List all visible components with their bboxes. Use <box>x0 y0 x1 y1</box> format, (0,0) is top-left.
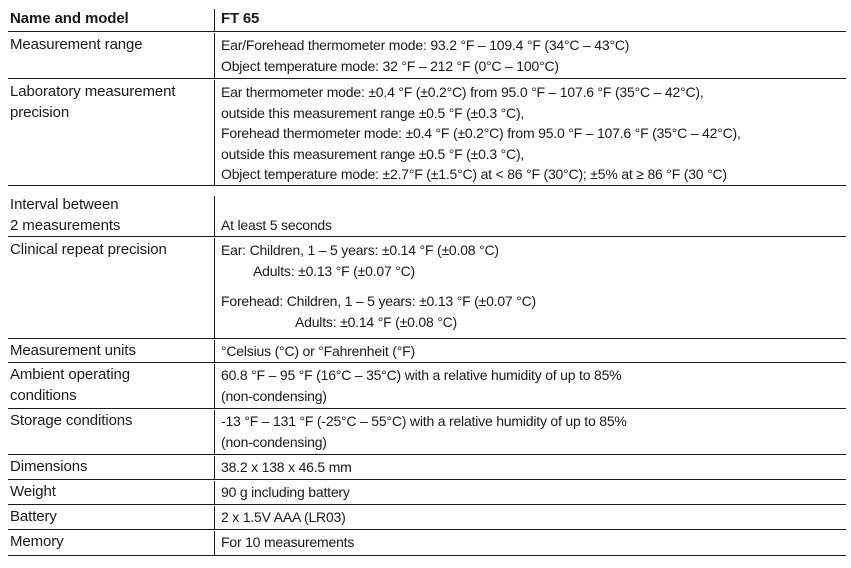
label-line: 2 measurements <box>10 216 121 234</box>
label-line: Laboratory measurement <box>10 83 176 100</box>
value-line: Adults: ±0.14 °F (±0.08 °C) <box>295 313 458 330</box>
value-line: outside this measurement range ±0.5 °F (±0.3 °C), <box>221 104 525 121</box>
row-label <box>10 82 175 123</box>
row-label <box>10 240 167 261</box>
column-divider <box>214 340 215 362</box>
header-row <box>8 6 846 32</box>
value-line: Adults: ±0.13 °F (±0.07 °C) <box>253 262 416 279</box>
row-label <box>10 195 120 236</box>
row-weight <box>8 481 846 505</box>
row-label <box>10 482 56 503</box>
value-line: (non-condensing) <box>221 433 327 450</box>
label-line: Clinical repeat precision <box>10 241 167 258</box>
row-value <box>221 411 627 452</box>
header-value: FT 65 <box>221 10 260 27</box>
row-label <box>10 365 130 406</box>
row-label <box>10 341 136 362</box>
value-line: 38.2 x 138 x 46.5 mm <box>221 459 352 475</box>
label-line: Storage conditions <box>10 412 133 429</box>
value-line: -13 °F – 131 °F (-25°C – 55°C) with a relative humidity of up to 85% <box>221 413 627 429</box>
row-interval <box>8 194 846 237</box>
label-line: Measurement units <box>10 342 136 359</box>
value-line: 2 x 1.5V AAA (LR03) <box>221 509 346 525</box>
column-divider <box>214 481 215 504</box>
row-value <box>221 341 415 362</box>
label-line: Measurement range <box>10 36 143 53</box>
value-line: 90 g including battery <box>221 484 350 500</box>
column-divider <box>214 9 215 31</box>
label-line: Interval between <box>10 196 119 213</box>
value-line: Forehead: Children, 1 – 5 years: ±0.13 °F (±0.07 °C) <box>221 293 536 309</box>
value-line: °Celsius (°C) or °Fahrenheit (°F) <box>221 343 415 359</box>
row-value <box>221 215 332 236</box>
value-line: Ear thermometer mode: ±0.4 °F (±0.2°C) from 95.0 °F – 107.6 °F (35°C – 42°C), <box>221 84 704 100</box>
header-label: Name and model <box>10 10 129 27</box>
row-label <box>10 532 64 553</box>
row-value <box>221 532 354 553</box>
value-line: Object temperature mode: ±2.7°F (±1.5°C) at < 86 °F (30°C); ±5% at ≥ 86 °F (30 °C) <box>221 166 727 182</box>
row-measurement-units <box>8 340 846 363</box>
row-memory <box>8 531 846 556</box>
label-line: Weight <box>10 483 56 500</box>
column-divider <box>214 506 215 529</box>
column-divider <box>214 531 215 555</box>
label-line: Ambient operating <box>10 366 131 383</box>
row-label <box>10 35 143 56</box>
row-storage-conditions <box>8 410 846 455</box>
column-divider <box>214 80 215 185</box>
column-divider <box>214 364 215 408</box>
value-line: Ear: Children, 1 – 5 years: ±0.14 °F (±0.08 °C) <box>221 242 499 258</box>
value-line: At least 5 seconds <box>221 217 332 233</box>
row-value <box>221 240 536 332</box>
value-line: For 10 measurements <box>221 534 355 550</box>
label-line: precision <box>10 103 70 121</box>
row-label <box>10 457 87 478</box>
value-line: Object temperature mode: 32 °F – 212 °F (0°C – 100°C) <box>221 57 559 74</box>
row-measurement-range <box>8 33 846 79</box>
column-divider <box>214 238 215 338</box>
row-value <box>221 365 621 406</box>
column-divider <box>214 33 215 78</box>
row-laboratory-precision <box>8 80 846 186</box>
value-line: 60.8 °F – 95 °F (16°C – 35°C) with a relative humidity of up to 85% <box>221 367 622 383</box>
row-value <box>221 457 352 478</box>
row-dimensions <box>8 456 846 480</box>
row-value <box>221 82 741 185</box>
row-label <box>10 411 132 432</box>
value-line: Ear/Forehead thermometer mode: 93.2 °F – 109.4 °F (34°C – 43°C) <box>221 37 630 53</box>
column-divider <box>214 410 215 454</box>
row-ambient-conditions <box>8 364 846 409</box>
value-line: outside this measurement range ±0.5 °F (±0.3 °C), <box>221 145 525 162</box>
row-label <box>10 507 57 528</box>
label-line: Battery <box>10 508 57 525</box>
value-line: Forehead thermometer mode: ±0.4 °F (±0.2°C) from 95.0 °F – 107.6 °F (35°C – 42°C), <box>221 125 741 141</box>
value-line: (non-condensing) <box>221 387 327 404</box>
row-clinical-precision <box>8 238 846 339</box>
label-line: Dimensions <box>10 458 88 475</box>
column-divider <box>214 196 215 236</box>
row-value <box>221 482 350 503</box>
column-divider <box>214 456 215 479</box>
row-value <box>221 35 629 76</box>
label-line: conditions <box>10 386 77 404</box>
row-battery <box>8 506 846 530</box>
label-line: Memory <box>10 533 64 550</box>
row-value <box>221 507 346 528</box>
